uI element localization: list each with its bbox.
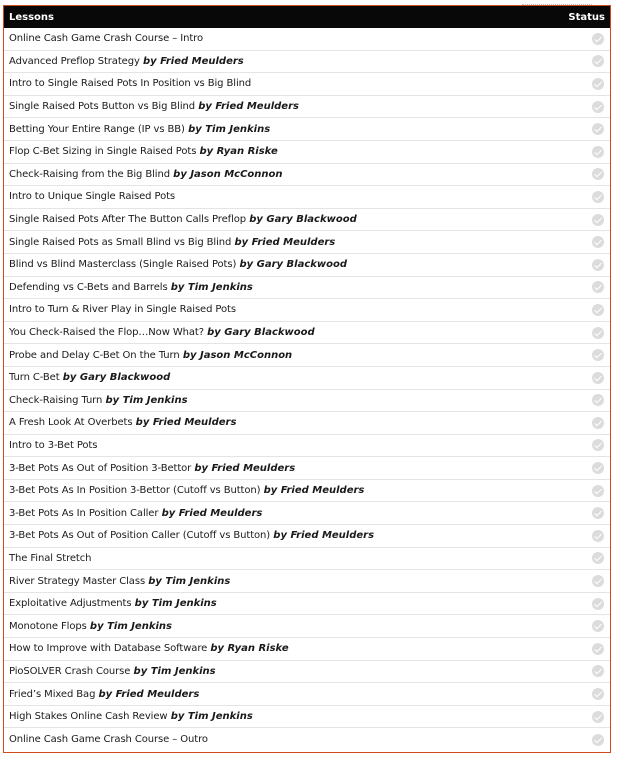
lesson-title: High Stakes Online Cash Review bbox=[9, 711, 168, 723]
lesson-label bbox=[9, 327, 315, 338]
check-circle-icon bbox=[592, 304, 604, 316]
lesson-row[interactable] bbox=[4, 548, 610, 571]
lesson-row[interactable] bbox=[4, 706, 610, 729]
lesson-title: Probe and Delay C-Bet On the Turn bbox=[9, 349, 180, 361]
lesson-title: Monotone Flops bbox=[9, 620, 87, 632]
lesson-label bbox=[9, 643, 289, 654]
lesson-author: by Fried Meulders bbox=[161, 507, 263, 519]
check-circle-icon bbox=[592, 236, 604, 248]
lesson-title: A Fresh Look At Overbets bbox=[9, 417, 133, 429]
check-circle-icon bbox=[592, 734, 604, 746]
check-circle-icon bbox=[592, 552, 604, 564]
lesson-title: Intro to Turn & River Play in Single Raised Pots bbox=[9, 304, 236, 316]
lesson-author: by Fried Meulders bbox=[263, 485, 365, 497]
lesson-title: River Strategy Master Class bbox=[9, 575, 146, 587]
lesson-row[interactable] bbox=[4, 299, 610, 322]
lesson-label bbox=[9, 395, 188, 406]
lesson-title: Betting Your Entire Range (IP vs BB) bbox=[9, 123, 185, 135]
lesson-row[interactable] bbox=[4, 367, 610, 390]
check-circle-icon bbox=[592, 417, 604, 429]
lesson-author: by Gary Blackwood bbox=[239, 259, 348, 271]
lesson-row[interactable] bbox=[4, 118, 610, 141]
lessons-column-header: Lessons bbox=[9, 11, 54, 23]
lessons-list bbox=[4, 28, 610, 751]
check-circle-icon bbox=[592, 462, 604, 474]
lesson-label bbox=[9, 33, 203, 44]
lesson-author: by Fried Meulders bbox=[234, 236, 336, 248]
lesson-author: by Tim Jenkins bbox=[170, 711, 253, 723]
lesson-label bbox=[9, 124, 270, 135]
lesson-label bbox=[9, 598, 217, 609]
lesson-label bbox=[9, 237, 335, 248]
check-circle-icon bbox=[592, 168, 604, 180]
check-circle-icon bbox=[592, 349, 604, 361]
status-column-header: Status bbox=[568, 11, 605, 23]
lesson-title: The Final Stretch bbox=[9, 552, 92, 564]
lesson-label bbox=[9, 734, 208, 745]
lesson-author: by Tim Jenkins bbox=[89, 620, 172, 632]
lesson-author: by Fried Meulders bbox=[98, 688, 200, 700]
lesson-label bbox=[9, 417, 236, 428]
lesson-label bbox=[9, 711, 253, 722]
lesson-label bbox=[9, 259, 347, 270]
lesson-author: by Jason McConnon bbox=[182, 349, 293, 361]
lesson-row[interactable] bbox=[4, 728, 610, 751]
lesson-author: by Ryan Riske bbox=[210, 643, 289, 655]
lesson-row[interactable] bbox=[4, 593, 610, 616]
check-circle-icon bbox=[592, 259, 604, 271]
lesson-title: Blind vs Blind Masterclass (Single Raised Pots) bbox=[9, 259, 237, 271]
check-circle-icon bbox=[592, 55, 604, 67]
lessons-table bbox=[3, 5, 611, 753]
lesson-label bbox=[9, 169, 283, 180]
lesson-label bbox=[9, 350, 292, 361]
check-circle-icon bbox=[592, 485, 604, 497]
lesson-row[interactable] bbox=[4, 480, 610, 503]
check-circle-icon bbox=[592, 665, 604, 677]
lesson-row[interactable] bbox=[4, 96, 610, 119]
lesson-label bbox=[9, 282, 253, 293]
check-circle-icon bbox=[592, 620, 604, 632]
lesson-title: Intro to Unique Single Raised Pots bbox=[9, 191, 176, 203]
lesson-label bbox=[9, 463, 295, 474]
lesson-title: 3-Bet Pots As Out of Position 3-Bettor bbox=[9, 462, 192, 474]
lesson-author: by Tim Jenkins bbox=[105, 394, 188, 406]
lesson-row[interactable] bbox=[4, 525, 610, 548]
check-circle-icon bbox=[592, 327, 604, 339]
lesson-author: by Gary Blackwood bbox=[62, 372, 171, 384]
lesson-label bbox=[9, 304, 236, 315]
lesson-title: Exploitative Adjustments bbox=[9, 598, 132, 610]
lesson-author: by Tim Jenkins bbox=[170, 281, 253, 293]
lesson-row[interactable] bbox=[4, 164, 610, 187]
lesson-row[interactable] bbox=[4, 51, 610, 74]
check-circle-icon bbox=[592, 146, 604, 158]
lesson-label bbox=[9, 56, 244, 67]
check-circle-icon bbox=[592, 711, 604, 723]
lesson-title: 3-Bet Pots As In Position Caller bbox=[9, 507, 159, 519]
check-circle-icon bbox=[592, 507, 604, 519]
check-circle-icon bbox=[592, 281, 604, 293]
lesson-row[interactable] bbox=[4, 141, 610, 164]
lesson-label bbox=[9, 553, 91, 564]
lesson-title: Fried’s Mixed Bag bbox=[9, 688, 96, 700]
lesson-author: by Ryan Riske bbox=[199, 146, 278, 158]
lesson-title: PioSOLVER Crash Course bbox=[9, 665, 131, 677]
check-circle-icon bbox=[592, 214, 604, 226]
lesson-label bbox=[9, 78, 251, 89]
lesson-row[interactable] bbox=[4, 390, 610, 413]
check-circle-icon bbox=[592, 191, 604, 203]
lesson-label bbox=[9, 485, 364, 496]
lesson-title: Turn C-Bet bbox=[9, 372, 60, 384]
lesson-author: by Fried Meulders bbox=[198, 101, 299, 113]
lesson-author: by Jason McConnon bbox=[173, 168, 283, 180]
table-header bbox=[4, 6, 610, 28]
lesson-title: Single Raised Pots After The Button Calls Preflop bbox=[9, 214, 247, 226]
lesson-row[interactable] bbox=[4, 661, 610, 684]
lesson-row[interactable] bbox=[4, 209, 610, 232]
lesson-label bbox=[9, 101, 299, 112]
check-circle-icon bbox=[592, 598, 604, 610]
lesson-row[interactable] bbox=[4, 435, 610, 458]
lesson-label bbox=[9, 440, 97, 451]
lesson-title: Check-Raising from the Big Blind bbox=[9, 168, 170, 180]
lesson-row[interactable] bbox=[4, 322, 610, 345]
lesson-author: by Tim Jenkins bbox=[188, 123, 271, 135]
lesson-title: You Check-Raised the Flop…Now What? bbox=[9, 327, 204, 339]
lesson-author: by Fried Meulders bbox=[194, 462, 296, 474]
lesson-author: by Tim Jenkins bbox=[148, 575, 231, 587]
check-circle-icon bbox=[592, 101, 604, 113]
lesson-row[interactable] bbox=[4, 412, 610, 435]
lesson-row[interactable] bbox=[4, 344, 610, 367]
lesson-label bbox=[9, 508, 262, 519]
lesson-title: Single Raised Pots as Small Blind vs Big Blind bbox=[9, 236, 232, 248]
lesson-title: Intro to 3-Bet Pots bbox=[9, 439, 98, 451]
lesson-title: Advanced Preflop Strategy bbox=[9, 55, 140, 67]
lesson-author: by Gary Blackwood bbox=[207, 327, 315, 339]
check-circle-icon bbox=[592, 33, 604, 45]
check-circle-icon bbox=[592, 123, 604, 135]
lesson-title: Single Raised Pots Button vs Big Blind bbox=[9, 101, 195, 113]
lesson-label bbox=[9, 666, 216, 677]
lesson-title: 3-Bet Pots As In Position 3-Bettor (Cutoff vs Button) bbox=[9, 485, 261, 497]
lesson-label bbox=[9, 530, 374, 541]
lesson-row[interactable] bbox=[4, 457, 610, 480]
lesson-title: Online Cash Game Crash Course – Intro bbox=[9, 33, 203, 45]
check-circle-icon bbox=[592, 372, 604, 384]
lesson-label bbox=[9, 214, 357, 225]
lesson-label bbox=[9, 621, 172, 632]
lesson-label bbox=[9, 191, 175, 202]
lesson-title: Flop C-Bet Sizing in Single Raised Pots bbox=[9, 146, 197, 158]
lesson-author: by Fried Meulders bbox=[273, 530, 375, 542]
check-circle-icon bbox=[592, 575, 604, 587]
lesson-row[interactable] bbox=[4, 186, 610, 209]
lesson-title: How to Improve with Database Software bbox=[9, 643, 208, 655]
lesson-author: by Tim Jenkins bbox=[134, 598, 217, 610]
lesson-row[interactable] bbox=[4, 231, 610, 254]
lesson-title: Online Cash Game Crash Course – Outro bbox=[9, 734, 208, 746]
check-circle-icon bbox=[592, 394, 604, 406]
lesson-title: Defending vs C-Bets and Barrels bbox=[9, 281, 168, 293]
lesson-label bbox=[9, 372, 170, 383]
check-circle-icon bbox=[592, 530, 604, 542]
check-circle-icon bbox=[592, 643, 604, 655]
lesson-title: Intro to Single Raised Pots In Position vs Big Blind bbox=[9, 78, 252, 90]
lesson-row[interactable] bbox=[4, 73, 610, 96]
lesson-row[interactable] bbox=[4, 615, 610, 638]
lesson-title: Check-Raising Turn bbox=[9, 394, 103, 406]
lesson-row[interactable] bbox=[4, 254, 610, 277]
lesson-row[interactable] bbox=[4, 502, 610, 525]
lesson-author: by Fried Meulders bbox=[135, 417, 237, 429]
check-circle-icon bbox=[592, 439, 604, 451]
lesson-row[interactable] bbox=[4, 683, 610, 706]
lesson-row[interactable] bbox=[4, 28, 610, 51]
check-circle-icon bbox=[592, 688, 604, 700]
lesson-row[interactable] bbox=[4, 570, 610, 593]
lesson-label bbox=[9, 689, 199, 700]
lesson-author: by Fried Meulders bbox=[142, 55, 244, 67]
lesson-author: by Gary Blackwood bbox=[249, 214, 357, 226]
lesson-label bbox=[9, 146, 278, 157]
lesson-label bbox=[9, 576, 230, 587]
lesson-row[interactable] bbox=[4, 638, 610, 661]
lesson-row[interactable] bbox=[4, 277, 610, 300]
check-circle-icon bbox=[592, 78, 604, 90]
lesson-title: 3-Bet Pots As Out of Position Caller (Cutoff vs Button) bbox=[9, 530, 271, 542]
lesson-author: by Tim Jenkins bbox=[133, 665, 216, 677]
